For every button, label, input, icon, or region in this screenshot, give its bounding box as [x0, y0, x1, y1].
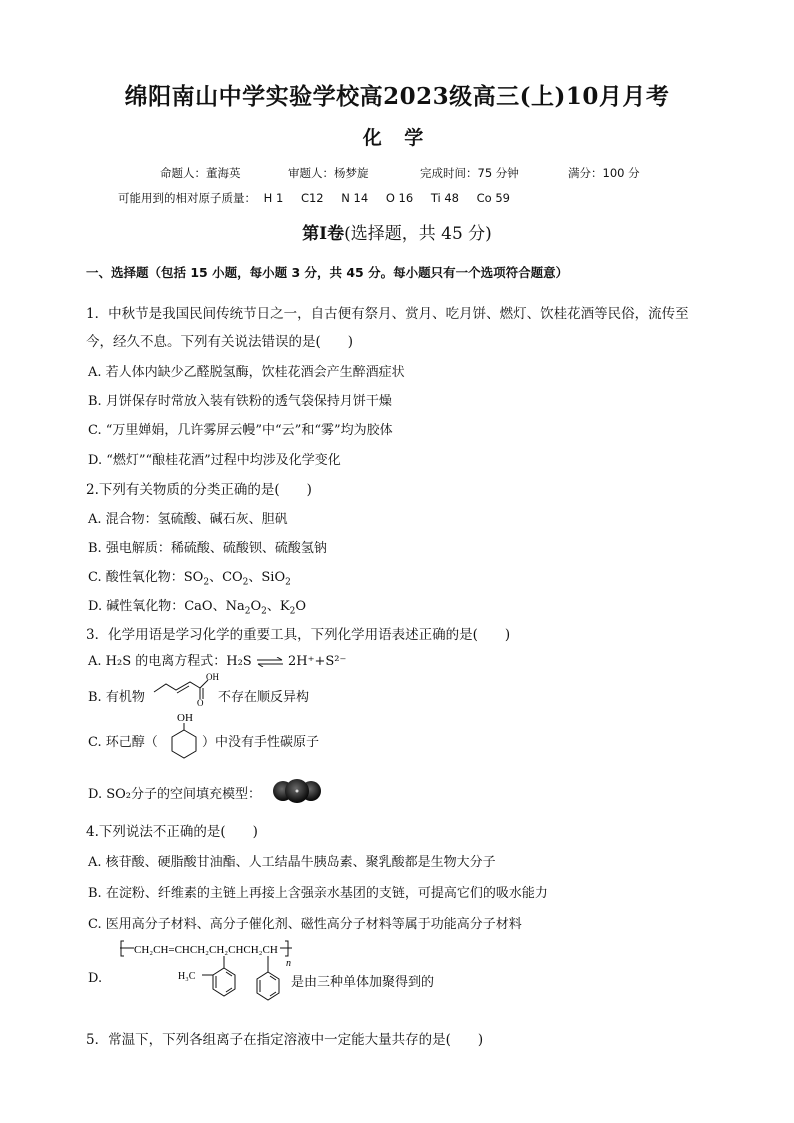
q2-option-a: A. 混合物：氢硫酸、碱石灰、胆矾: [88, 512, 288, 527]
atomic-mass: N 14: [341, 191, 369, 205]
atomic-mass: C12: [300, 191, 324, 205]
q3-option-c-suffix: ）中没有手性碳原子: [202, 735, 320, 750]
q2-stem: 2.下列有关物质的分类正确的是( ): [86, 482, 312, 498]
q3-option-d-prefix: D. SO₂分子的空间填充模型：: [88, 787, 261, 802]
polymer-n-label: n: [286, 958, 291, 969]
q5-stem: 5．常温下，下列各组离子在指定溶液中一定能大量共存的是( ): [86, 1032, 484, 1048]
time-info: 完成时间：75 分钟: [420, 166, 519, 180]
polymer-chain-label: CH₂CH=CHCH₂CH₂CHCH₂CH: [134, 944, 278, 956]
q3-option-a-suffix: 2H⁺+S²⁻: [287, 654, 347, 669]
cyclohexanol-structure-icon: [163, 710, 203, 760]
q4-stem: 4.下列说法不正确的是( ): [86, 824, 258, 840]
atomic-mass: Ti 48: [430, 191, 459, 205]
so2-space-filling-model-icon: [271, 778, 323, 804]
q1-stem-line1: 1．中秋节是我国民间传统节日之一，自古便有祭月、赏月、吃月饼、燃灯、饮桂花酒等民俗，流传至: [86, 306, 689, 322]
methyl-label: H₃C: [178, 971, 196, 982]
section-title-rest: (选择题，共 45 分): [344, 224, 492, 244]
q2-option-d: D. 碱性氧化物：CaO、$Na_2O_2$、$K_2O$: [88, 599, 306, 617]
q3c-oh-label: OH: [177, 712, 193, 724]
section-title: [0, 219, 794, 244]
atomic-masses-label: 可能用到的相对原子质量：: [118, 191, 256, 205]
exam-title: 绵阳南山中学实验学校高2023级高三(上)10月月考: [124, 83, 670, 110]
q2-option-d-prefix: D. 碱性氧化物：: [88, 599, 185, 614]
q4-option-d-label: D.: [88, 971, 103, 986]
q3-option-c-prefix: C. 环己醇（: [88, 735, 158, 750]
section-instructions: 一、选择题（包括 15 小题，每小题 3 分，共 45 分。每小题只有一个选项符合题意）: [86, 265, 569, 280]
q2-option-c: C. 酸性氧化物：$SO_2$、$CO_2$、SiO$_2$: [88, 570, 291, 588]
q1-stem-line2: 今，经久不息。下列有关说法错误的是( ): [86, 334, 354, 350]
q3-option-b: [88, 686, 145, 705]
section-title-bold: 第Ⅰ卷: [302, 224, 345, 244]
subject-title: 化 学: [362, 127, 432, 149]
q4-option-b: B. 在淀粉、纤维素的主链上再接上含强亲水基团的支链，可提高它们的吸水能力: [88, 886, 548, 901]
q3-option-d: [88, 783, 261, 802]
q2-option-b: B. 强电解质：稀硫酸、硫酸钡、硫酸氢钠: [88, 541, 327, 556]
author-info: 命题人：董海英: [160, 166, 241, 180]
q1-option-a: A. 若人体内缺少乙醛脱氢酶，饮桂花酒会产生醉酒症状: [88, 365, 405, 380]
q3-option-c: [88, 731, 158, 750]
q1-option-c: C. “万里婵娟，几许雾屏云幔”中“云”和“雾”均为胶体: [88, 423, 393, 438]
atomic-masses: [118, 190, 524, 206]
q3b-oh-label: OH: [206, 672, 219, 682]
reviewer-info: 审题人：杨梦旋: [288, 166, 369, 180]
q3-option-b-prefix: B. 有机物: [88, 690, 145, 705]
q3-option-a-prefix: A. H₂S 的电离方程式：H₂S: [88, 654, 252, 669]
q4-option-d-suffix: 是由三种单体加聚得到的: [291, 975, 435, 990]
polymer-structure-icon: [120, 938, 292, 1014]
q2-option-c-prefix: C. 酸性氧化物：: [88, 570, 184, 585]
q4-option-c: C. 医用高分子材料、高分子催化剂、磁性高分子材料等属于功能高分子材料: [88, 917, 522, 932]
atomic-mass: O 16: [385, 191, 414, 205]
atomic-mass: H 1: [263, 191, 284, 205]
q1-option-d: D. “燃灯”“酿桂花酒”过程中均涉及化学变化: [88, 453, 341, 468]
q4-option-a: A. 核苷酸、硬脂酸甘油酯、人工结晶牛胰岛素、聚乳酸都是生物大分子: [88, 855, 496, 870]
q3-stem: 3．化学用语是学习化学的重要工具，下列化学用语表述正确的是( ): [86, 627, 511, 643]
equilibrium-arrow-icon: [256, 657, 284, 667]
q1-option-b: B. 月饼保存时常放入装有铁粉的透气袋保持月饼干燥: [88, 394, 392, 409]
atomic-mass: Co 59: [476, 191, 510, 205]
q3b-o-label: O: [197, 698, 204, 706]
q3-option-a: [88, 650, 346, 669]
score-info: 满分：100 分: [568, 166, 640, 180]
q3-option-b-suffix: 不存在顺反异构: [218, 690, 310, 705]
crotonic-acid-structure-icon: [150, 668, 220, 706]
